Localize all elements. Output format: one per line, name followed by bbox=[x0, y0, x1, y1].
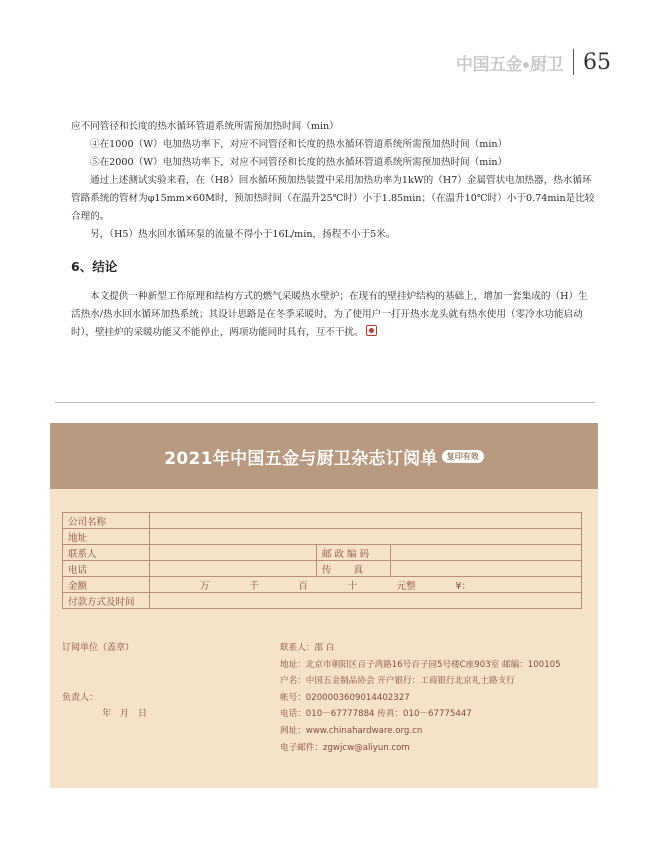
magazine-name: 中国五金 bbox=[456, 54, 522, 75]
fax-label: 传真 bbox=[317, 561, 391, 577]
company-field[interactable] bbox=[150, 513, 582, 529]
end-mark-icon bbox=[366, 325, 377, 336]
article-body bbox=[71, 118, 596, 342]
article-paragraph: 另，（H5）热水回水循环泵的流量不得小于16L/min，扬程不小于5米。 bbox=[90, 229, 396, 240]
contact-line: 联系人：邵 白 bbox=[280, 643, 335, 653]
postcode-label: 邮政编码 bbox=[317, 545, 391, 561]
amount-unit: 十 bbox=[347, 580, 358, 592]
amount-unit: 百 bbox=[298, 580, 308, 592]
section-title: 6、结论 bbox=[71, 259, 118, 274]
subscriber-unit-label: 订阅单位（盖章） bbox=[62, 643, 135, 653]
phone-field[interactable] bbox=[150, 561, 317, 577]
logo-dot-icon bbox=[523, 62, 529, 68]
form-note-badge: 复印有效 bbox=[442, 450, 484, 463]
company-label: 公司名称 bbox=[63, 513, 150, 529]
contact-line: 帐号：0200003609014402327 bbox=[280, 692, 410, 703]
form-banner bbox=[50, 423, 598, 489]
subscription-form bbox=[50, 423, 598, 788]
article-line: ④在1000（W）电加热功率下，对应不同管径和长度的热水循环管道系统所需预加热时间（min） bbox=[90, 139, 508, 150]
phone-label: 电话 bbox=[63, 561, 150, 577]
fax-field[interactable] bbox=[391, 561, 582, 577]
amount-field[interactable] bbox=[150, 577, 582, 593]
email-link[interactable]: 电子邮件：zgwjcw@aliyun.com bbox=[280, 742, 410, 753]
form-title: 2021年中国五金与厨卫杂志订阅单 bbox=[164, 448, 438, 469]
contact-line: 电话：010－67777884 传真：010－67775447 bbox=[280, 709, 472, 720]
table-row bbox=[63, 593, 582, 609]
address-field[interactable] bbox=[150, 529, 582, 545]
contact-line: 地址：北京市朝阳区百子湾路16号百子园5号楼C座903室 邮编：100105 bbox=[280, 659, 561, 670]
address-label: 地址 bbox=[63, 529, 150, 545]
article-line: 应不同管径和长度的热水循环管道系统所需预加热时间（min） bbox=[71, 121, 339, 132]
page-number: 65 bbox=[583, 49, 611, 75]
table-row bbox=[63, 577, 582, 593]
conclusion-text: 本文提供一种新型工作原理和结构方式的燃气采暖热水壁炉；在现有的壁挂炉结构的基础上，增加一套集成的（H）生活热水/热水回水循环加热系统；其设计思路是在冬季采暖时，为了使用户一打开热水龙头就有热水使用（零冷水功能启动时），壁挂炉的采暖功能又不能停止，两项功能同时具有，互不干扰。 bbox=[71, 291, 588, 338]
magazine-name-suffix: 厨卫 bbox=[530, 54, 563, 75]
contact-label: 联系人 bbox=[63, 545, 150, 561]
website-link[interactable]: 网址：www.chinahardware.org.cn bbox=[280, 725, 423, 736]
amount-unit: 千 bbox=[249, 580, 259, 592]
separator bbox=[55, 402, 595, 403]
page-header bbox=[456, 44, 611, 80]
amount-unit: 万 bbox=[200, 580, 210, 592]
amount-label: 金额 bbox=[63, 577, 150, 593]
date-label: 年 月 日 bbox=[102, 709, 148, 719]
conclusion-paragraph bbox=[71, 288, 596, 342]
order-table bbox=[62, 512, 582, 609]
magazine-logo bbox=[456, 50, 563, 75]
contact-info bbox=[280, 640, 561, 756]
table-row bbox=[63, 561, 582, 577]
table-row bbox=[63, 513, 582, 529]
contact-field[interactable] bbox=[150, 545, 317, 561]
payment-field[interactable] bbox=[150, 593, 582, 609]
amount-unit: ¥： bbox=[455, 580, 471, 592]
responsible-label: 负责人： bbox=[62, 693, 99, 703]
article-line: ⑤在2000（W）电加热功率下，对应不同管径和长度的热水循环管道系统所需预加热时间（min） bbox=[90, 157, 508, 168]
table-row bbox=[63, 545, 582, 561]
header-divider bbox=[573, 49, 574, 75]
amount-unit: 元整 bbox=[396, 580, 416, 592]
article-paragraph: 通过上述测试实验来看，在（H8）回水循环预加热装置中采用加热功率为1kW的（H7）金属管状电加热器，热水循环管路系统的管材为φ15mm×60M时，预加热时间（在温升25℃时）小于1.85min；（在温升10℃时）小于0.74min是比较合理的。 bbox=[71, 175, 595, 222]
payment-label: 付款方式及时间 bbox=[63, 593, 150, 609]
postcode-field[interactable] bbox=[391, 545, 582, 561]
table-row bbox=[63, 529, 582, 545]
contact-line: 户名：中国五金制品协会 开户银行：工商银行北京礼士路支行 bbox=[280, 676, 515, 687]
